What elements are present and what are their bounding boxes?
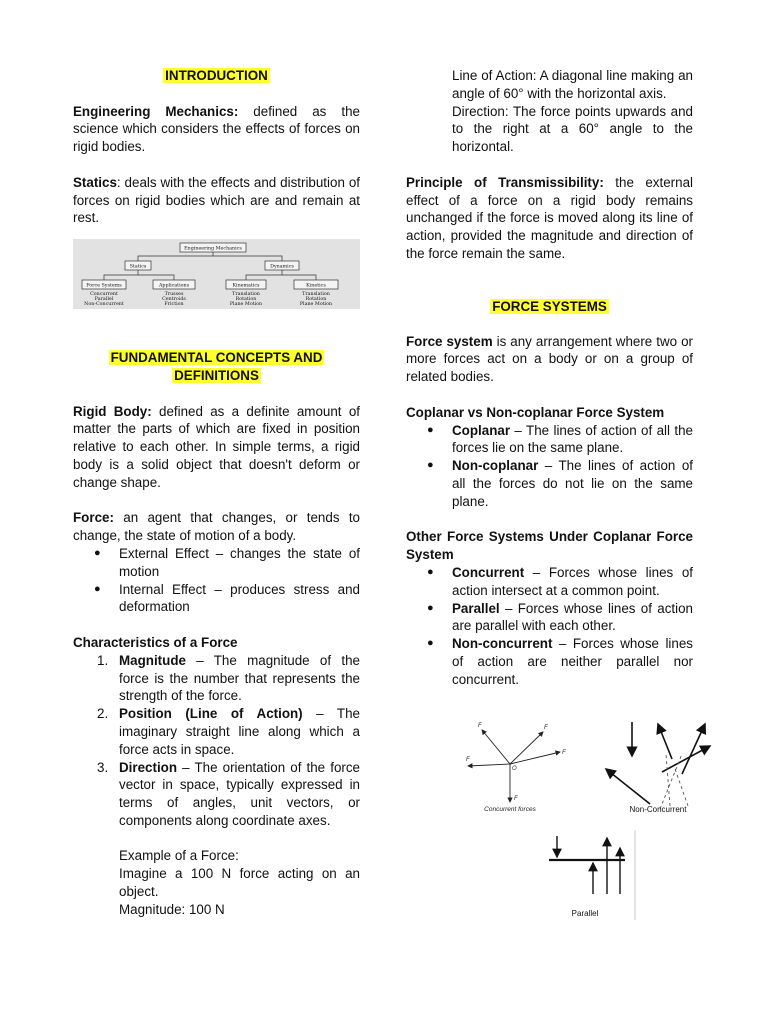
list-item: ● Non-coplanar – The lines of action of all the forces do not lie on the same plane. bbox=[427, 458, 693, 509]
other-force-systems-list bbox=[406, 564, 693, 689]
svg-text:O: O bbox=[512, 766, 517, 772]
fundamental-concepts-heading: FUNDAMENTAL CONCEPTS AND DEFINITIONS bbox=[110, 350, 323, 383]
coplanar-list bbox=[406, 422, 693, 511]
list-item: ● Parallel – Forces whose lines of action are parallel with each other. bbox=[427, 600, 693, 634]
characteristics-list bbox=[73, 652, 360, 830]
parallel-caption: Parallel bbox=[571, 909, 599, 918]
direction-text: Direction: The force points upwards and to the right at a 60° angle to the horizontal. bbox=[452, 103, 693, 155]
transmissibility-definition: Principle of Transmissibility: the external effect of a force on a rigid body remains unchanged if the force is moved along its line of action, provided the magnitude and direction of the force remain the same. bbox=[406, 174, 693, 261]
diagram-dynamics-label: Dynamics bbox=[270, 264, 294, 270]
list-item: ● Internal Effect – produces stress and deformation bbox=[94, 581, 360, 615]
force-definition: Force: an agent that changes, or tends to change, the state of motion of a body. bbox=[73, 510, 360, 544]
non-concurrent-forces-figure bbox=[600, 714, 720, 814]
diagram-app-item: Friction bbox=[164, 302, 184, 308]
force-system-definition: Force system is any arrangement where two or more forces act on a body or on a group of related bodies. bbox=[406, 333, 693, 385]
non-concurrent-caption: Non-Concurrent bbox=[629, 805, 687, 814]
diagram-applications-label: Applications bbox=[158, 283, 190, 289]
list-item: ● Concurrent – Forces whose lines of action intersect at a common point. bbox=[427, 564, 693, 598]
diagram-app-item: Centroids bbox=[162, 297, 186, 303]
diagram-app-item: Trusses bbox=[164, 292, 184, 298]
svg-text:F: F bbox=[562, 750, 566, 756]
parallel-forces-figure bbox=[545, 830, 640, 925]
diagram-kinetics-item: Rotation bbox=[305, 297, 327, 303]
engineering-mechanics-definition: Engineering Mechanics: defined as the science which considers the effects of forces on rigid bodies. bbox=[73, 103, 360, 155]
diagram-fs-item: Concurrent bbox=[90, 292, 118, 298]
right-column bbox=[406, 67, 693, 689]
other-force-systems-heading: Other Force Systems Under Coplanar Force System bbox=[406, 529, 693, 563]
diagram-kinetics-item: Translation bbox=[302, 292, 330, 298]
coplanar-heading: Coplanar vs Non-coplanar Force System bbox=[406, 404, 665, 420]
diagram-kinematics-item: Rotation bbox=[235, 297, 257, 303]
diagram-kinematics-item: Plane Motion bbox=[229, 302, 263, 308]
introduction-heading: INTRODUCTION bbox=[165, 68, 268, 83]
diagram-root-label: Engineering Mechanics bbox=[184, 246, 242, 252]
svg-text:F: F bbox=[544, 725, 548, 731]
diagram-fs-item: Non-Concurrent bbox=[84, 302, 124, 308]
example-text: Imagine a 100 N force acting on an object. bbox=[119, 866, 360, 900]
concurrent-forces-figure bbox=[458, 714, 588, 814]
diagram-kinematics-item: Translation bbox=[232, 292, 260, 298]
diagram-fs-item: Parallel bbox=[94, 297, 114, 303]
example-magnitude: Magnitude: 100 N bbox=[119, 901, 225, 917]
diagram-kinematics-label: Kinematics bbox=[232, 283, 260, 289]
diagram-force-systems-label: Force Systems bbox=[86, 283, 122, 289]
rigid-body-definition: Rigid Body: defined as a definite amount of matter the parts of which are fixed in position relative to each other. In simple terms, a rigid body is a solid object that doesn't deform or change shape. bbox=[73, 403, 360, 490]
left-column bbox=[73, 67, 360, 919]
diagram-kinetics-label: Kinetics bbox=[306, 283, 326, 289]
svg-text:F: F bbox=[478, 723, 482, 729]
engineering-mechanics-tree-diagram bbox=[73, 239, 360, 309]
force-systems-heading: FORCE SYSTEMS bbox=[492, 298, 607, 314]
list-item: 2. Position (Line of Action) – The imaginary straight line along which a force acts in space. bbox=[97, 706, 360, 757]
list-item: ● Non-concurrent – Forces whose lines of action are neither parallel nor concurrent. bbox=[427, 636, 693, 687]
diagram-kinetics-item: Plane Motion bbox=[299, 302, 333, 308]
concurrent-forces-caption: Concurrent forces bbox=[484, 806, 536, 813]
list-item: ● External Effect – changes the state of motion bbox=[94, 545, 360, 579]
svg-text:F: F bbox=[514, 796, 518, 802]
list-item: 1. Magnitude – The magnitude of the force is the number that represents the strength of the force. bbox=[97, 652, 360, 704]
force-effects-list bbox=[73, 545, 360, 616]
diagram-statics-label: Statics bbox=[129, 264, 147, 270]
list-item: ● Coplanar – The lines of action of all the forces lie on the same plane. bbox=[427, 422, 693, 456]
statics-definition: Statics: deals with the effects and distribution of forces on rigid bodies which are and remain at rest. bbox=[73, 174, 360, 226]
characteristics-heading: Characteristics of a Force bbox=[73, 634, 238, 650]
line-of-action-text: Line of Action: A diagonal line making an angle of 60° with the horizontal axis. bbox=[452, 68, 693, 101]
list-item: 3. Direction – The orientation of the force vector in space, typically expressed in terms of angles, unit vectors, or components along coordinate axes. bbox=[97, 759, 360, 828]
svg-text:F: F bbox=[466, 757, 470, 763]
example-title: Example of a Force: bbox=[119, 848, 239, 864]
